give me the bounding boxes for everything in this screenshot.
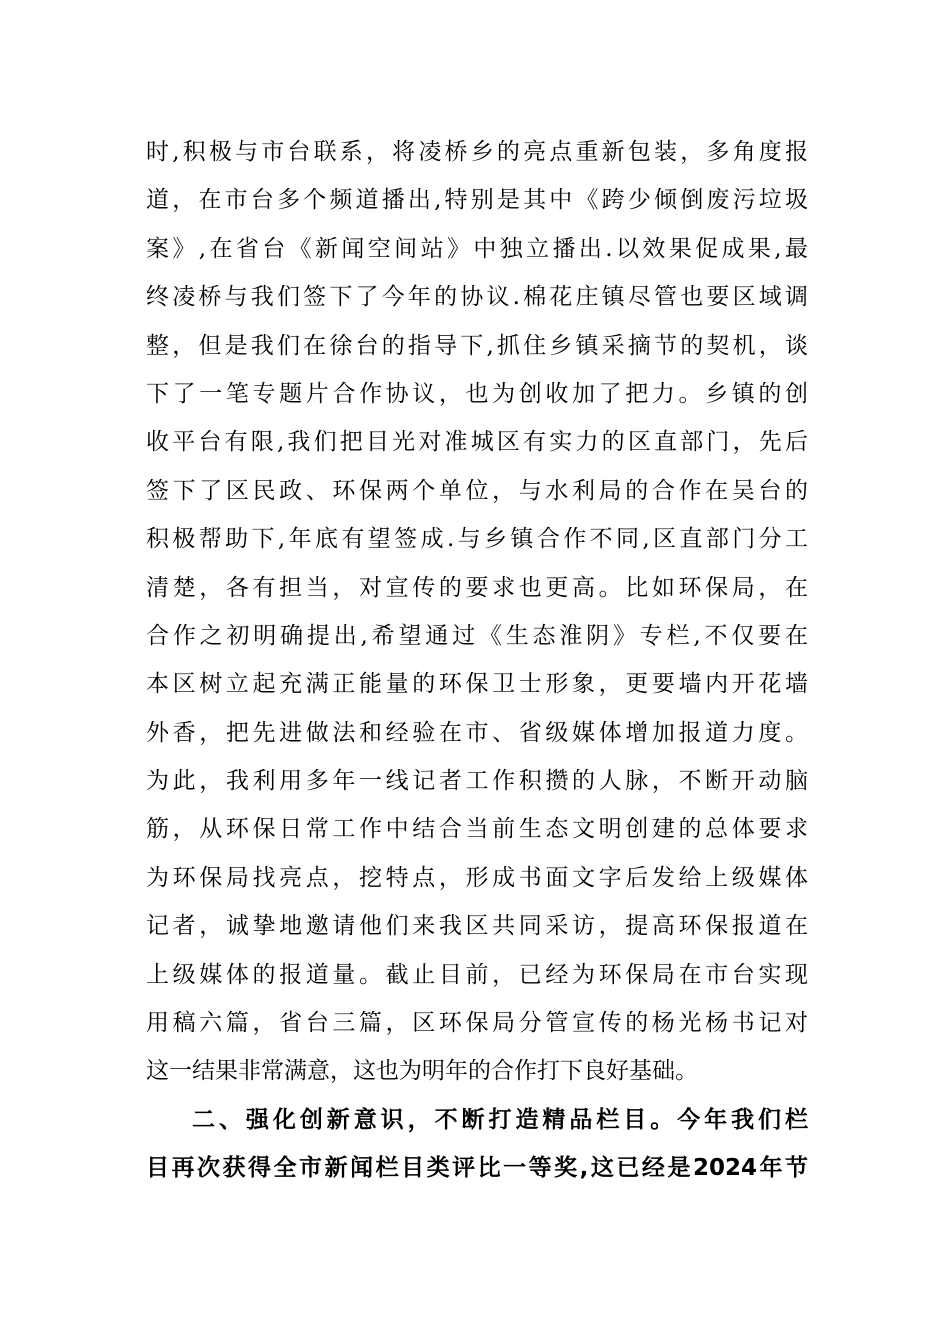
text-line: 积极帮助下,年底有望签成.与乡镇合作不同,区直部门分工 [146, 526, 808, 553]
text-line: 时,积极与市台联系，将凌桥乡的亮点重新包装，多角度报 [146, 139, 808, 165]
text-line: 本区树立起充满正能量的环保卫士形象，更要墙内开花墙 [146, 671, 808, 698]
text-line: 为环保局找亮点，挖特点，形成书面文字后发给上级媒体 [146, 864, 808, 891]
text-line: 终凌桥与我们签下了今年的协议.棉花庄镇尽管也要区域调 [146, 284, 808, 311]
text-line: 签下了区民政、环保两个单位，与水利局的合作在吴台的 [146, 477, 808, 504]
text-line: 记者，诚挚地邀请他们来我区共同采访，提高环保报道在 [146, 913, 808, 940]
text-line: 道，在市台多个频道播出,特别是其中《跨少倾倒废污垃圾 [146, 187, 808, 214]
text-line: 用稿六篇，省台三篇，区环保局分管宣传的杨光杨书记对 [146, 1010, 808, 1037]
document-body [146, 128, 808, 1193]
text-line: 收平台有限,我们把目光对准城区有实力的区直部门，先后 [146, 429, 808, 456]
section-heading-line: 二、强化创新意识，不断打造精品栏目。今年我们栏 [192, 1106, 808, 1133]
text-line: 下了一笔专题片合作协议，也为创收加了把力。乡镇的创 [146, 380, 808, 407]
text-line: 为此，我利用多年一线记者工作积攒的人脉，不断开动脑 [146, 768, 808, 795]
paragraph-1 [146, 128, 808, 1096]
text-line: 案》,在省台《新闻空间站》中独立播出.以效果促成果,最 [146, 235, 808, 262]
text-line: 整，但是我们在徐台的指导下,抓住乡镇采摘节的契机，谈 [146, 332, 808, 359]
text-line: 上级媒体的报道量。截止目前，已经为环保局在市台实现 [146, 961, 808, 988]
text-line: 清楚，各有担当，对宣传的要求也更高。比如环保局，在 [146, 574, 808, 601]
text-line: 外香，把先进做法和经验在市、省级媒体增加报道力度。 [146, 719, 808, 746]
text-line: 目再次获得全市新闻栏目类评比一等奖,这已经是2024年节 [146, 1155, 808, 1182]
text-line: 筋，从环保日常工作中结合当前生态文明创建的总体要求 [146, 816, 808, 843]
paragraph-2 [146, 1096, 808, 1193]
text-line: 这一结果非常满意，这也为明年的合作打下良好基础。 [146, 1058, 698, 1085]
text-line: 合作之初明确提出,希望通过《生态淮阴》专栏,不仅要在 [146, 622, 808, 649]
